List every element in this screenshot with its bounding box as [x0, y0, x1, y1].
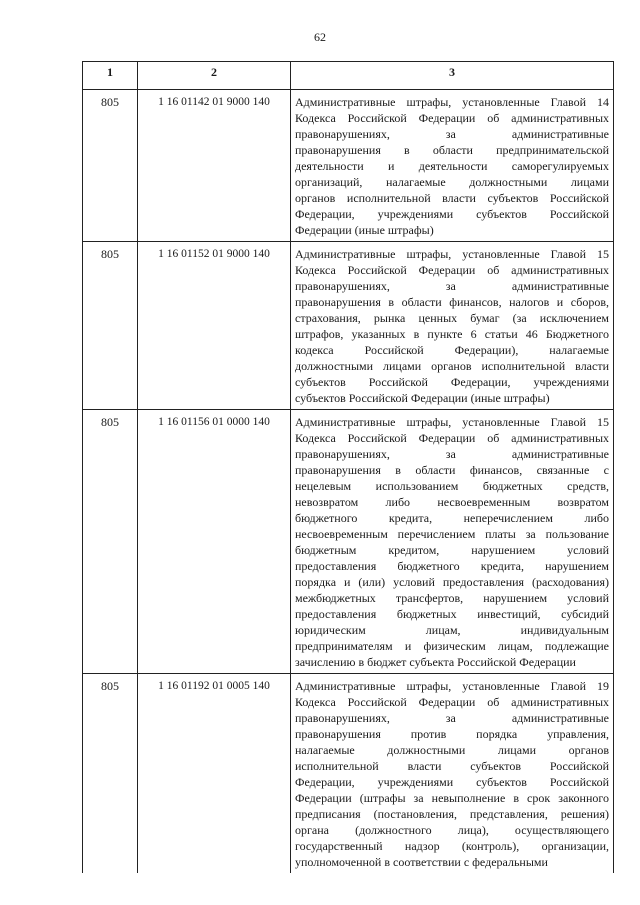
description-line: правонарушения против порядка управления, [295, 727, 609, 741]
administrator-code-cell: 805 [83, 90, 138, 242]
administrator-code-cell: 805 [83, 410, 138, 674]
table-header-row [83, 62, 614, 90]
description-line: субъектов Российской Федерации (иные штрафы) [295, 391, 550, 405]
description-line: штрафов, указанных в пункте 6 статьи 46 Бюджетного [295, 327, 609, 341]
description-line: предоставления бюджетного кредита, нарушением [295, 559, 609, 573]
column-header-2: 2 [138, 62, 291, 90]
table-row [83, 242, 614, 410]
description-line: Административные штрафы, установленные Главой 19 [295, 679, 609, 693]
revenue-description-cell [291, 242, 614, 410]
description-line: правонарушениях, за административные [295, 127, 609, 141]
description-line: Федерации (иные штрафы) [295, 223, 434, 237]
description-line: органов исполнительной власти субъектов Российской [295, 191, 609, 205]
description-line: кодекса Российской Федерации), налагаемые [295, 343, 609, 357]
description-line: должностными лицами органов исполнительной власти [295, 359, 609, 373]
budget-classification-code-cell: 1 16 01156 01 0000 140 [138, 410, 291, 674]
description-line: юридическим лицам, индивидуальным [295, 623, 609, 637]
description-line: субъектов Российской Федерации, учреждениями [295, 375, 609, 389]
description-line: организаций, налагаемые должностными лицами [295, 175, 609, 189]
description-line: деятельности и деятельности саморегулируемых [295, 159, 609, 173]
description-line: Федерации (штрафы за невыполнение в срок законного [295, 791, 609, 805]
description-line: Кодекса Российской Федерации об административных [295, 111, 609, 125]
description-line: правонарушениях, за административные [295, 279, 609, 293]
description-line: Кодекса Российской Федерации об административных [295, 263, 609, 277]
description-line: межбюджетных трансфертов, нарушением условий [295, 591, 609, 605]
description-line: правонарушениях, за административные [295, 711, 609, 725]
description-line: Административные штрафы, установленные Главой 15 [295, 247, 609, 261]
description-line: порядка и (или) условий предоставления (расходования) [295, 575, 609, 589]
table-row [83, 674, 614, 874]
description-line: правонарушения в области финансов, связанные с [295, 463, 609, 477]
description-line: государственный надзор (контроль), организации, [295, 839, 609, 853]
revenue-description-cell [291, 90, 614, 242]
description-line: нецелевым использованием бюджетных средств, [295, 479, 609, 493]
description-line: Федерации, учреждениями субъектов Российской [295, 775, 609, 789]
description-line: исполнительной власти субъектов Российской [295, 759, 609, 773]
description-line: Административные штрафы, установленные Главой 14 [295, 95, 609, 109]
revenue-description-cell [291, 674, 614, 874]
administrator-code-cell: 805 [83, 242, 138, 410]
description-line: предписания (постановления, представления, решения) [295, 807, 609, 821]
budget-classification-code-cell: 1 16 01192 01 0005 140 [138, 674, 291, 874]
description-line: правонарушения в области предпринимательской [295, 143, 609, 157]
administrator-code-cell: 805 [83, 674, 138, 874]
budget-code-table [82, 61, 614, 873]
description-line: зачислению в бюджет субъекта Российской Федерации [295, 655, 576, 669]
description-line: правонарушениях, за административные [295, 447, 609, 461]
description-line: Федерации, учреждениями субъектов Российской [295, 207, 609, 221]
description-line: Административные штрафы, установленные Главой 15 [295, 415, 609, 429]
description-line: органа (должностного лица), осуществляющего [295, 823, 609, 837]
description-line: предпринимателям и физическим лицам, подлежащие [295, 639, 609, 653]
description-line: Кодекса Российской Федерации об административных [295, 695, 609, 709]
description-line: налагаемые должностными лицами органов [295, 743, 609, 757]
budget-classification-code-cell: 1 16 01142 01 9000 140 [138, 90, 291, 242]
description-line: страхования, рынка ценных бумаг (за исключением [295, 311, 609, 325]
revenue-description-cell [291, 410, 614, 674]
description-line: бюджетного кредита, неперечислением либо [295, 511, 609, 525]
budget-classification-code-cell: 1 16 01152 01 9000 140 [138, 242, 291, 410]
description-line: Кодекса Российской Федерации об административных [295, 431, 609, 445]
description-line: предоставления бюджетных инвестиций, субсидий [295, 607, 609, 621]
description-line: несвоевременным перечислением платы за пользование [295, 527, 609, 541]
page-number: 62 [314, 30, 326, 44]
description-line: правонарушения в области финансов, налогов и сборов, [295, 295, 609, 309]
column-header-1: 1 [83, 62, 138, 90]
description-line: невозвратом либо несвоевременным возвратом [295, 495, 609, 509]
description-line: бюджетным кредитом, нарушением условий [295, 543, 609, 557]
table-row [83, 90, 614, 242]
column-header-3: 3 [291, 62, 614, 90]
description-line: уполномоченной в соответствии с федеральными [295, 855, 548, 869]
table-row [83, 410, 614, 674]
